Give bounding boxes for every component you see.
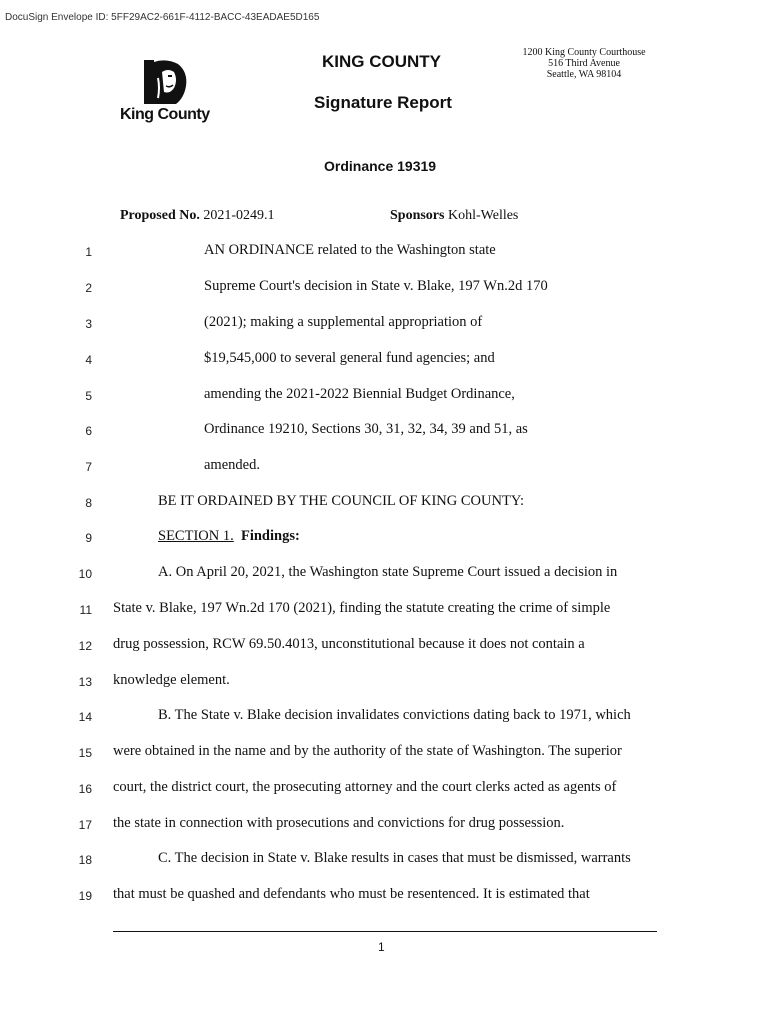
ordinance-line: A. On April 20, 2021, the Washington state Supreme Court issued a decision in: [158, 564, 618, 580]
line-number: 16: [78, 782, 92, 796]
ordinance-line: B. The State v. Blake decision invalidates convictions dating back to 1971, which: [158, 707, 631, 723]
line-number: 8: [85, 496, 92, 510]
page-number: 1: [378, 940, 385, 954]
address-line: Seattle, WA 98104: [546, 69, 622, 80]
ordinance-line: (2021); making a supplemental appropriation of: [204, 314, 483, 330]
ordinance-line: were obtained in the name and by the authority of the state of Washington. The superior: [113, 743, 622, 759]
ordinance-title: Ordinance 19319: [324, 158, 437, 174]
line-number: 4: [85, 353, 92, 367]
ordinance-line: knowledge element.: [113, 672, 230, 688]
docusign-envelope-id: DocuSign Envelope ID: 5FF29AC2-661F-4112-BACC-43EADAE5D165: [5, 12, 320, 23]
ordinance-line: amended.: [204, 457, 260, 473]
ordinance-line: $19,545,000 to several general fund agencies; and: [204, 350, 495, 366]
line-number: 7: [85, 460, 92, 474]
address-block: [500, 47, 668, 80]
ordinance-line: that must be quashed and defendants who must be resentenced. It is estimated that: [113, 886, 590, 902]
line-number: 17: [78, 818, 92, 832]
sponsors-label: Sponsors: [390, 208, 445, 223]
line-number: 6: [85, 424, 92, 438]
line-number: 11: [79, 603, 92, 617]
ordinance-line: drug possession, RCW 69.50.4013, unconstitutional because it does not contain a: [113, 636, 585, 652]
county-title: KING COUNTY: [322, 52, 441, 71]
address-line: 516 Third Avenue: [548, 58, 620, 69]
line-number: 3: [85, 317, 92, 331]
line-number: 13: [78, 675, 92, 689]
section-title: Findings:: [240, 528, 300, 544]
proposed-label: Proposed No.: [120, 208, 200, 223]
ordinance-line: AN ORDINANCE related to the Washington state: [204, 242, 496, 258]
ordinance-line: BE IT ORDAINED BY THE COUNCIL OF KING COUNTY:: [158, 493, 524, 509]
line-number: 1: [85, 245, 92, 259]
sponsors-value: Kohl-Welles: [447, 208, 519, 223]
line-number: 9: [85, 531, 92, 545]
footer-divider: [113, 931, 657, 932]
line-number: 19: [78, 889, 92, 903]
section-label: SECTION 1.: [158, 528, 234, 544]
proposed-value: 2021-0249.1: [203, 208, 275, 223]
ordinance-line: C. The decision in State v. Blake results in cases that must be dismissed, warrants: [158, 850, 631, 866]
line-number: 14: [78, 710, 92, 724]
line-number: 2: [85, 281, 92, 295]
line-number: 15: [78, 746, 92, 760]
line-number: 12: [78, 639, 92, 653]
line-number: 10: [78, 567, 92, 581]
report-title: Signature Report: [314, 93, 452, 112]
section-heading: [158, 528, 300, 545]
logo-text: King County: [120, 106, 210, 123]
ordinance-line: court, the district court, the prosecuting attorney and the court clerks acted as agents of: [113, 779, 617, 795]
line-number: 18: [78, 853, 92, 867]
line-number: 5: [85, 389, 92, 403]
ordinance-line: the state in connection with prosecutions and convictions for drug possession.: [113, 815, 565, 831]
address-line: 1200 King County Courthouse: [522, 47, 646, 58]
sponsors: [390, 208, 518, 224]
ordinance-line: Ordinance 19210, Sections 30, 31, 32, 34, 39 and 51, as: [204, 421, 528, 437]
ordinance-line: amending the 2021-2022 Biennial Budget Ordinance,: [204, 386, 515, 402]
ordinance-line: State v. Blake, 197 Wn.2d 170 (2021), finding the statute creating the crime of simple: [113, 600, 611, 616]
proposed-number: [120, 208, 275, 224]
ordinance-line: Supreme Court's decision in State v. Blake, 197 Wn.2d 170: [204, 278, 548, 294]
